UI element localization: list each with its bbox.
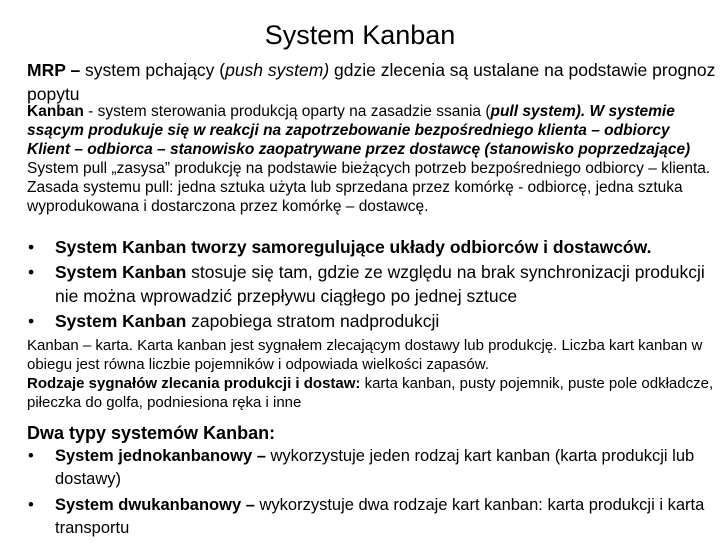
list-item-bold: System dwukanbanowy – (55, 496, 260, 514)
list-item-bold: System jednokanbanowy – (55, 447, 271, 465)
list-item-text: stosuje się tam, gdzie ze względu na brak synchronizacji produkcji nie można wprowadzić przepływu ciągłego po jednej sztuce (55, 262, 705, 306)
mrp-italic: push system) (225, 60, 330, 80)
kanban-card-paragraph (27, 336, 717, 412)
mrp-text-end: gdzie zlecenia są ustalane na podstawie prognoz popytu (27, 60, 716, 104)
list-item-bold: System Kanban tworzy samoregulujące układy odbiorców i dostawców. (55, 237, 652, 257)
kanban-pull-text: pull system). W systemie ssącym produkuje się w reakcji na zapotrzebowanie bezpośredniego klienta – odbiorcy (27, 103, 675, 139)
list-item (27, 260, 707, 308)
list-item (27, 445, 712, 491)
bullet-icon: • (28, 311, 35, 331)
types-heading: Dwa typy systemów Kanban: (27, 423, 276, 443)
list-item-text: zapobiega stratom nadprodukcji (186, 311, 440, 331)
signal-types-text: karta kanban, pusty pojemnik, puste pole odkładcze, piłeczka do golfa, podniesiona ręka i inne (27, 375, 714, 411)
mrp-term: MRP (27, 60, 66, 80)
pull-principle: System pull „zasysa” produkcję na podstawie bieżących potrzeb bezpośredniego odbiorcy – klienta. Zasada systemu pull: jedna sztuka użyta lub sprzedana przez komórkę - odbiorcę, jedna sztuka wyprodukowana i dostarczona przez komórkę – dostawcę. (27, 160, 711, 215)
list-item-bold: System Kanban (55, 262, 187, 282)
bullet-icon: • (28, 447, 34, 465)
page-title: System Kanban (264, 20, 456, 50)
bullet-icon: • (28, 237, 35, 257)
mrp-paragraph (27, 58, 717, 106)
kanban-card-text: Kanban – karta. Karta kanban jest sygnałem zlecającym dostawy lub produkcję. Liczba kart kanban w obiegu jest równa liczbie pojemników i odpowiada wielkości zapasów. (27, 337, 703, 373)
list-item (27, 309, 707, 333)
bullet-icon: • (28, 262, 35, 282)
bullet-icon: • (28, 496, 34, 514)
customer-definition: Klient – odbiorca – stanowisko zaopatrywane przez dostawcę (stanowisko poprzedzające) (27, 141, 691, 158)
mrp-dash: – (65, 60, 86, 80)
list-item-text: wykorzystuje dwa rodzaje kart kanban: karta produkcji i karta transportu (55, 496, 705, 537)
signal-types-label: Rodzaje sygnałów zlecania produkcji i dostaw: (27, 375, 361, 392)
list-item-text: wykorzystuje jeden rodzaj kart kanban (karta produkcji lub dostawy) (55, 447, 695, 488)
kanban-term: Kanban (27, 103, 84, 120)
list-item-bold: System Kanban (55, 311, 187, 331)
mrp-text: system pchający ( (85, 60, 226, 80)
kanban-def-text: - system sterowania produkcją oparty na zasadzie ssania ( (83, 103, 491, 120)
list-item (27, 235, 707, 259)
types-bullets (27, 445, 712, 543)
kanban-bullets (27, 235, 707, 334)
kanban-definition (27, 102, 717, 216)
list-item (27, 494, 712, 540)
